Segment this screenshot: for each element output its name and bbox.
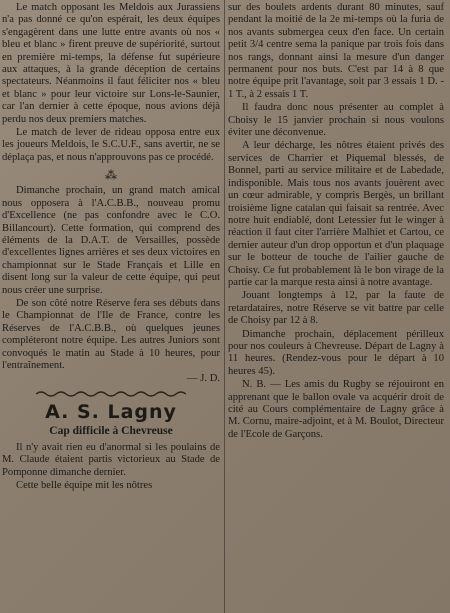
article-paragraph: Cette belle équipe mit les nôtres <box>16 480 153 491</box>
left-column <box>2 2 220 493</box>
article-paragraph: N. B. — Les amis du Rugby se réjouiront en apprenant que le ballon ovale va acquérir droit de cité au Cours complémentaire de Lagny grâce à M. Cornu, maire-adjoint, et à M. Boulot, Directeur de l'Ecole de Garçons. <box>228 379 444 440</box>
article-paragraph: Il n'y avait rien eu d'anormal si les poulains de M. Claude étaient partis victorieux au Stade de Pomponne dimanche dernier. <box>2 441 220 478</box>
article-paragraph: Dimanche prochain, déplacement périlleux pour nos couleurs à Chevreuse. Départ de Lagny à 11 heures. (Rendez-vous pour le départ à 10 heures 45). <box>228 328 444 377</box>
article-paragraph: sur des boulets ardents durant 80 minutes, sauf pendant la moitié de la 2e mi-temps où la furia de nos avants submergea ceux d'en face. Un certain petit 3/4 centre sema la panique par trois fois dans nos rangs, donnant ainsi la mesure d'un danger permanent pour nos buts. C'est par 14 à 8 que notre équipe prit l'avantage, soit par 3 essais 1 D. - 1 T., à 2 essais 1 T. <box>228 2 444 100</box>
section-title: A. S. Lagny <box>45 400 177 423</box>
author-signature: — J. D. <box>187 373 220 385</box>
section-subtitle: Cap difficile à Chevreuse <box>49 424 173 437</box>
column-divider <box>224 0 225 613</box>
article-paragraph: De son côté notre Réserve fera ses débuts dans le Championnat de l'Ile de France, contre les Réserves de l'A.C.B.B., où quelques jeunes compléteront notre équipe. Les autres Juniors sont convoqués le matin au Stade à 10 heures, pour l'entraînement. <box>2 297 220 371</box>
article-paragraph: Dimanche prochain, un grand match amical nous opposera à l'A.C.B.B., nouveau promu d'Excellence (ne pas confondre avec le C.O. Billancourt). Cette formation, qui comprend des éléments de la D.A.T. de Versailles, possède d'excellentes lignes arrières et ses deux victoires en championnat sur le Stade Français et Lille en disent long sur la valeur de cette équipe, qui peut nous créer une surprise. <box>2 185 220 296</box>
right-column <box>228 2 444 442</box>
section-separator: ⁂ <box>105 168 117 183</box>
article-paragraph: Jouant longtemps à 12, par la faute de retardataires, notre Réserve se vit battre par celle de Choisy par 12 à 8. <box>228 290 444 327</box>
article-paragraph: Le match de lever de rideau opposa entre eux les joueurs Meldois, le S.C.U.F., sans avertir, ne se déplaça pas, et nous n'approuvons pas ce procédé. <box>2 127 220 163</box>
article-paragraph: Il faudra donc nous présenter au complet à Choisy le 15 janvier prochain si nous voulons éviter une déconvenue. <box>228 102 444 139</box>
article-paragraph: Le match opposant les Meldois aux Jurassiens n'a pas donné ce qu'on espérait, les deux équipes s'engagèrent dans une lutte entre avants où nos « bleu et blanc » firent preuve de supériorité, surtout en première mi-temps, la défense fut supérieure aux attaques, à la grande déception de certains spectateurs. Néanmoins il faut féliciter nos « bleu et blanc » pour leur victoire sur Lons-le-Saunier, car l'an dernier à cette époque, nous avions déjà perdu nos deux premiers matches. <box>2 2 220 125</box>
decorative-wavy-rule <box>36 390 186 398</box>
article-paragraph: A leur décharge, les nôtres étaient privés des services de Charrier et Piquemal blessés, de Bonnel, parti au service militaire et de Labedade, indisponible. Mais tous nos avants jouèrent avec un cœur admirable, y compris Bergès, un brillant troisième ligne catalan qui faisait sa rentrée. Avec notre huit endiablé, dont Letessier fut le winger à réaction il faut citer l'arrière Malhiet et Cartou, ce dernier auteur d'un drop opportun et d'un plaquage sur le botteur de touche de l'ailier gauche de Choisy. Ce fut probablement là le bon virage de la partie car la marque resta ainsi à notre avantage. <box>228 140 444 288</box>
